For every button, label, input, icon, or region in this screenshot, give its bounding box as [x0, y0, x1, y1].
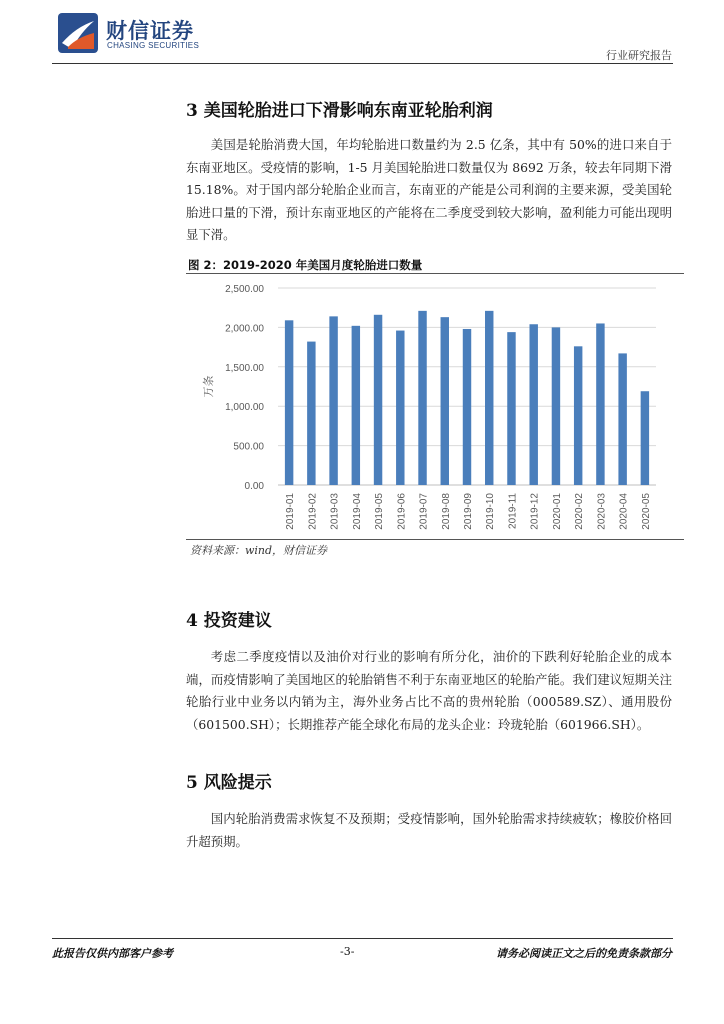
bar	[307, 342, 315, 485]
report-type-label: 行业研究报告	[606, 49, 672, 62]
figure-caption: 图 2：2019-2020 年美国月度轮胎进口数量	[188, 258, 423, 272]
bar	[441, 317, 449, 485]
figure-source: 资料来源：wind，财信证券	[190, 544, 328, 557]
bar	[463, 329, 471, 485]
x-tick-label: 2019-08	[440, 493, 452, 530]
x-tick-label: 2019-01	[285, 493, 297, 530]
bar	[418, 311, 426, 485]
x-tick-label: 2019-07	[418, 493, 430, 530]
bar	[285, 320, 293, 485]
x-tick-label: 2019-03	[329, 493, 341, 530]
x-tick-label: 2020-05	[640, 493, 652, 530]
header-divider	[52, 63, 673, 64]
x-tick-label: 2019-12	[529, 493, 541, 530]
bar	[618, 353, 626, 485]
x-tick-label: 2020-03	[596, 493, 608, 530]
brand-name-en: CHASING SECURITIES	[107, 41, 200, 50]
section-5-paragraph: 国内轮胎消费需求恢复不及预期；受疫情影响，国外轮胎需求持续疲软；橡胶价格回升超预期。	[186, 811, 672, 849]
section-5-title: 5 风险提示	[186, 773, 272, 793]
bar	[552, 327, 560, 485]
x-tick-label: 2019-05	[374, 493, 386, 530]
tire-import-bar-chart	[186, 274, 684, 539]
y-tick-label: 1,000.00	[225, 402, 264, 414]
x-tick-label: 2020-04	[618, 493, 630, 530]
section-4-paragraph: 考虑二季度疫情以及油价对行业的影响有所分化，油价的下跌利好轮胎企业的成本端，而疫情影响了美国地区的轮胎销售不利于东南亚地区的轮胎产能。我们建议短期关注轮胎行业中业务以内销为主，海外业务占比不高的贵州轮胎（000589.SZ）、通用股份（601500.SH）；长期推荐产能全球化布局的龙头企业：玲珑轮胎（601966.SH）。	[186, 649, 672, 732]
x-tick-label: 2019-10	[485, 493, 497, 530]
footer-disclaimer-right: 请务必阅读正文之后的免责条款部分	[496, 947, 672, 960]
section-3-title: 3 美国轮胎进口下滑影响东南亚轮胎利润	[186, 101, 493, 121]
company-logo-icon	[58, 13, 98, 53]
section-4-title: 4 投资建议	[186, 611, 272, 631]
bar	[574, 346, 582, 485]
bar	[329, 316, 337, 485]
bar	[396, 331, 404, 485]
y-tick-label: 2,500.00	[225, 284, 264, 295]
x-tick-label: 2019-11	[507, 493, 519, 529]
x-tick-label: 2019-06	[396, 493, 408, 530]
section-3-paragraph: 美国是轮胎消费大国，年均轮胎进口数量约为 2.5 亿条，其中有 50%的进口来自于东南亚地区。受疫情的影响，1-5 月美国轮胎进口数量仅为 8692 万条，较去年同期下滑 15.18%。对于国内部分轮胎企业而言，东南亚的产能是公司利润的主要来源，受美国轮胎进口量的下滑，预计东南亚地区的产能将在二季度受到较大影响，盈利能力可能出现明显下滑。	[186, 137, 672, 243]
bar	[352, 326, 360, 485]
bar	[374, 315, 382, 485]
bar	[529, 324, 537, 485]
figure-bottom-rule	[186, 539, 684, 540]
x-tick-label: 2019-02	[307, 493, 319, 530]
page-number: -3-	[340, 945, 355, 958]
brand-name-cn: 财信证券	[106, 19, 194, 43]
y-tick-label: 2,000.00	[225, 323, 264, 335]
bar	[596, 323, 604, 485]
y-axis-label: 万条	[202, 375, 215, 398]
bar	[485, 311, 493, 485]
bar	[507, 332, 515, 485]
x-tick-label: 2020-01	[551, 493, 563, 530]
x-tick-label: 2020-02	[574, 493, 586, 530]
bar	[641, 391, 649, 485]
footer-divider	[52, 938, 673, 939]
footer-disclaimer-left: 此报告仅供内部客户参考	[52, 947, 173, 960]
y-tick-label: 0.00	[244, 481, 264, 492]
y-tick-label: 500.00	[233, 441, 264, 453]
x-tick-label: 2019-04	[351, 493, 363, 530]
y-tick-label: 1,500.00	[225, 362, 264, 374]
x-tick-label: 2019-09	[463, 493, 474, 530]
